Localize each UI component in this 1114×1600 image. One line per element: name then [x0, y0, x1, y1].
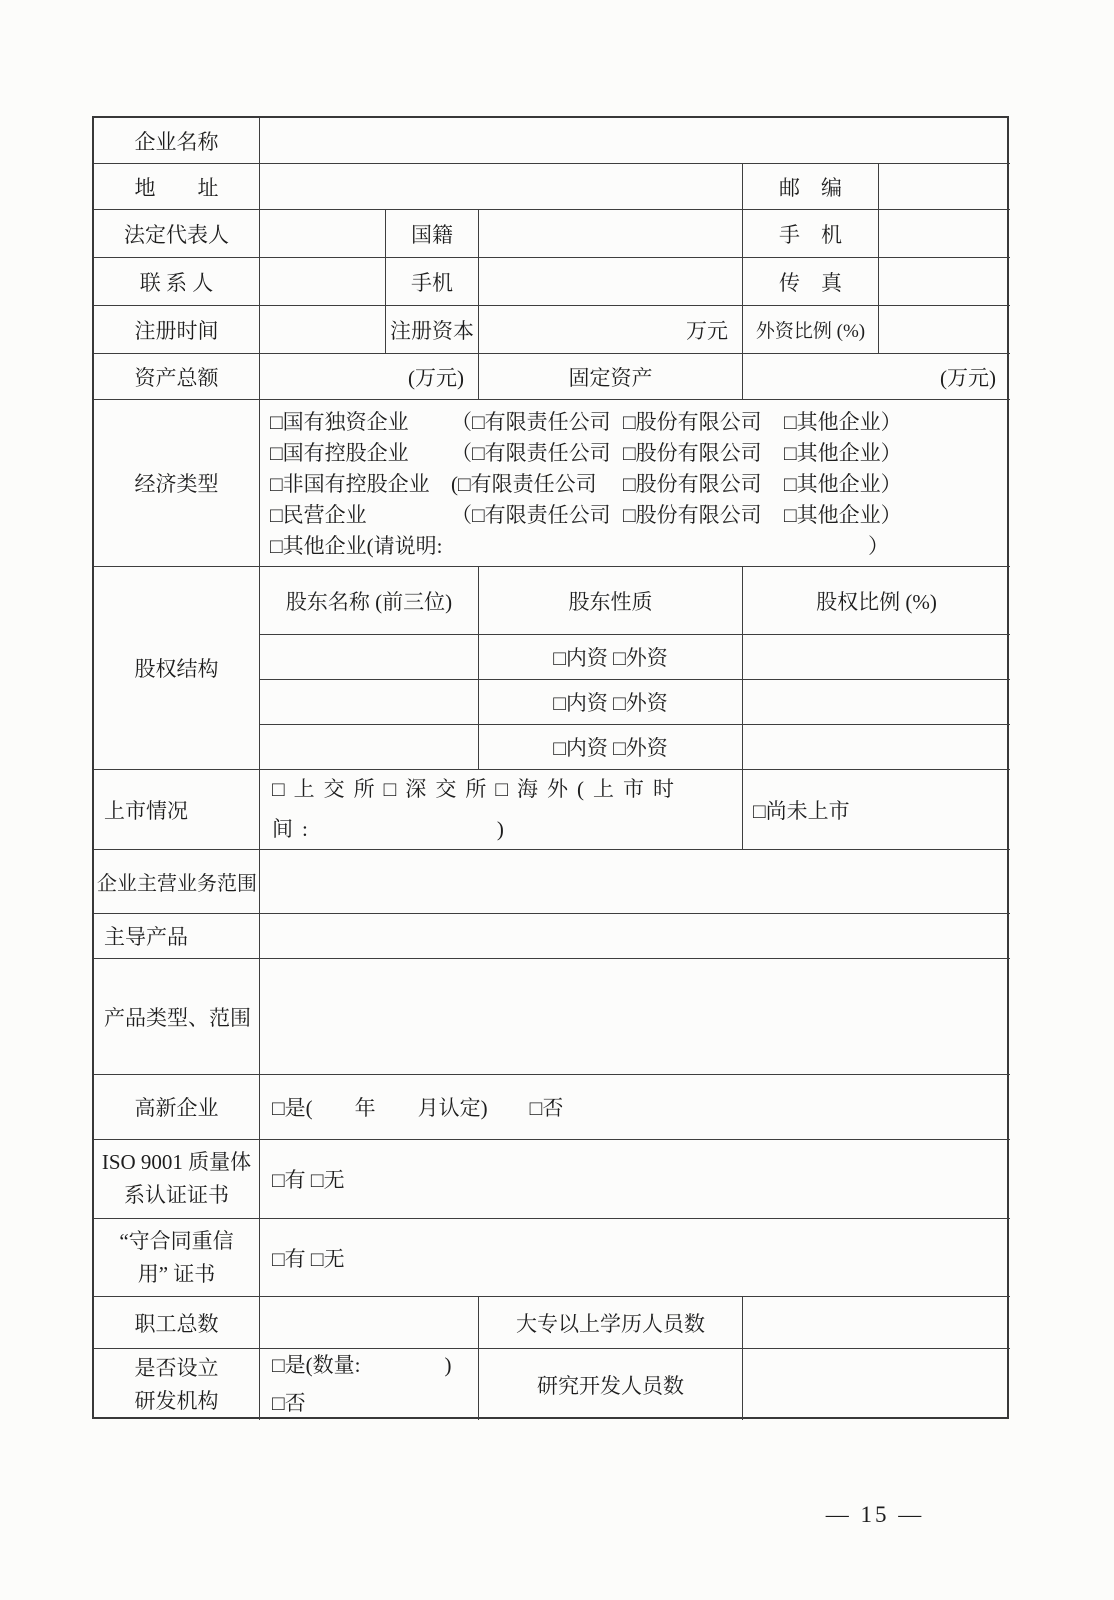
shareholder-name-field: [260, 680, 479, 725]
listing-options: □上交所□深交所□海外(上市时 间: ): [260, 770, 743, 850]
economic-type-options: [260, 400, 1010, 567]
rnd-institution-options: □是(数量: ) □否: [260, 1349, 479, 1420]
hightech-label: 高新企业: [94, 1075, 260, 1140]
total-assets-unit: (万元): [260, 354, 479, 400]
company-name-field: [260, 118, 1010, 164]
registration-time-field: [260, 306, 386, 354]
fixed-assets-unit: (万元): [743, 354, 1010, 400]
shareholding-label: 股权结构: [94, 567, 260, 770]
foreign-ratio-field: [879, 306, 1010, 354]
contract-credit-label: “守合同重信 用” 证书: [94, 1219, 260, 1297]
shareholder-nature-header: 股东性质: [479, 567, 743, 635]
product-type-label: 产品类型、范围: [94, 959, 260, 1075]
nationality-field: [479, 210, 743, 258]
registered-capital-label: 注册资本: [386, 306, 479, 354]
college-staff-field: [743, 1297, 1010, 1349]
economic-type-label: 经济类型: [94, 400, 260, 567]
shareholder-name-field: [260, 635, 479, 680]
leading-products-label: 主导产品: [94, 914, 260, 959]
foreign-ratio-label: 外资比例 (%): [743, 306, 879, 354]
college-staff-label: 大专以上学历人员数: [479, 1297, 743, 1349]
leading-products-field: [260, 914, 1010, 959]
shareholding-ratio-field: [743, 680, 1010, 725]
nationality-label: 国籍: [386, 210, 479, 258]
total-assets-label: 资产总额: [94, 354, 260, 400]
shareholder-nature-options: □内资 □外资: [479, 725, 743, 770]
shareholder-nature-options: □内资 □外资: [479, 680, 743, 725]
postal-code-field: [879, 164, 1010, 210]
legal-rep-field: [260, 210, 386, 258]
economic-type-other-row: □其他企业(请说明: ）: [270, 534, 889, 558]
shareholding-ratio-field: [743, 725, 1010, 770]
economic-type-option-row: □民营企业 （□有限责任公司 □股份有限公司 □其他企业）: [270, 503, 902, 527]
contact-mobile-label: 手机: [386, 258, 479, 306]
fax-label: 传 真: [743, 258, 879, 306]
hightech-options: □是( 年 月认定) □否: [260, 1075, 1010, 1140]
product-type-field: [260, 959, 1010, 1075]
rnd-staff-label: 研究开发人员数: [479, 1349, 743, 1420]
economic-type-option-row: □国有控股企业 （□有限责任公司 □股份有限公司 □其他企业）: [270, 441, 902, 465]
address-field: [260, 164, 743, 210]
shareholder-name-header: 股东名称 (前三位): [260, 567, 479, 635]
contract-credit-options: □有 □无: [260, 1219, 1010, 1297]
shareholder-nature-options: □内资 □外资: [479, 635, 743, 680]
economic-type-option-row: □国有独资企业 （□有限责任公司 □股份有限公司 □其他企业）: [270, 410, 902, 434]
registration-time-label: 注册时间: [94, 306, 260, 354]
staff-total-label: 职工总数: [94, 1297, 260, 1349]
iso-certificate-options: □有 □无: [260, 1140, 1010, 1219]
economic-type-option-row: □非国有控股企业 (□有限责任公司 □股份有限公司 □其他企业）: [270, 472, 902, 496]
shareholder-name-field: [260, 725, 479, 770]
shareholding-ratio-field: [743, 635, 1010, 680]
rnd-institution-label: 是否设立 研发机构: [94, 1349, 260, 1420]
not-listed-option: □尚未上市: [743, 770, 1010, 850]
staff-total-field: [260, 1297, 479, 1349]
main-business-label: 企业主营业务范围: [94, 850, 260, 914]
iso-certificate-label: ISO 9001 质量体 系认证证书: [94, 1140, 260, 1219]
page-number: — 15 —: [825, 1502, 925, 1527]
rnd-staff-field: [743, 1349, 1010, 1420]
legal-rep-mobile-field: [879, 210, 1010, 258]
fax-field: [879, 258, 1010, 306]
listing-status-label: 上市情况: [94, 770, 260, 850]
postal-code-label: 邮 编: [743, 164, 879, 210]
address-label: 地 址: [94, 164, 260, 210]
registered-capital-unit: 万元: [479, 306, 743, 354]
legal-rep-mobile-label: 手 机: [743, 210, 879, 258]
legal-rep-label: 法定代表人: [94, 210, 260, 258]
enterprise-info-table: [92, 116, 1009, 1419]
contact-mobile-field: [479, 258, 743, 306]
main-business-field: [260, 850, 1010, 914]
fixed-assets-label: 固定资产: [479, 354, 743, 400]
contact-field: [260, 258, 386, 306]
company-name-label: 企业名称: [94, 118, 260, 164]
shareholding-ratio-header: 股权比例 (%): [743, 567, 1010, 635]
contact-label: 联 系 人: [94, 258, 260, 306]
